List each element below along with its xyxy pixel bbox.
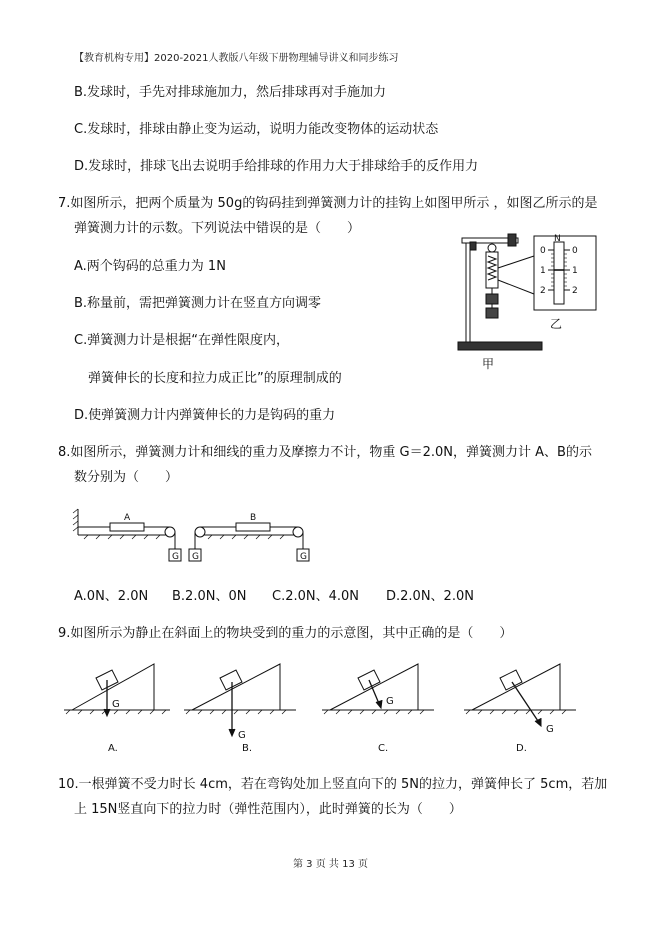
scale-a-label: A: [124, 513, 131, 523]
q9-figures: [60, 660, 640, 756]
q9-figure-d: [464, 664, 576, 726]
q10-stem-line1: 10.一根弹簧不受力时长 4cm，若在弯钩处加上竖直向下的 5N的拉力，弹簧伸长了 5cm，若加: [58, 777, 608, 792]
q8-option-b: B.2.0N、0N: [172, 589, 247, 604]
q7-stem-line1: 7.如图所示，把两个质量为 50g的钩码挂到弹簧测力计的挂钩上如图甲所示 ，如图乙所示的是: [58, 196, 598, 211]
q8-options: [0, 588, 661, 606]
q9-force-label-b: G: [238, 730, 246, 741]
q10-stem-line2: 上 15N竖直向下的拉力时（弹性范围内），此时弹簧的长为（ ）: [74, 802, 462, 817]
figure-label-yi: 乙: [550, 317, 563, 331]
q9-figure-label-a: A.: [108, 743, 118, 754]
q7-figure-spring-scale: [448, 228, 608, 374]
q8-figure-pulleys: [70, 503, 320, 567]
q9-force-label-d: G: [546, 724, 554, 735]
q7-stem-line2: 弹簧测力计的示数。下列说法中错误的是（ ）: [74, 221, 361, 236]
scale-b-label: B: [250, 513, 257, 523]
scale-left-0: 0: [540, 246, 546, 256]
q7-option-a: A.两个钩码的总重力为 1N: [74, 259, 226, 274]
q7-option-c-line1: C.弹簧测力计是根据“在弹性限度内，: [74, 333, 289, 348]
weight-g-label-2: G: [192, 552, 199, 562]
q9-force-label-a: G: [112, 699, 120, 710]
page-header: 【教育机构专用】2020-2021人教版八年级下册物理辅导讲义和同步练习: [74, 53, 399, 64]
scale-left-2: 2: [540, 286, 546, 296]
page-footer: 第 3 页 共 13 页: [293, 859, 368, 870]
q8-option-a: A.0N、2.0N: [74, 589, 149, 604]
q7-option-b: B.称量前，需把弹簧测力计在竖直方向调零: [74, 296, 322, 311]
q9-figure-label-c: C.: [378, 743, 389, 754]
q9-figure-label-d: D.: [516, 743, 527, 754]
q9-figure-label-b: B.: [242, 743, 253, 754]
scale-left-1: 1: [540, 266, 546, 276]
q7-option-d: D.使弹簧测力计内弹簧伸长的力是钩码的重力: [74, 408, 336, 423]
q8-option-d: D.2.0N、2.0N: [386, 589, 474, 604]
q6-option-b: B.发球时，手先对排球施加力，然后排球再对手施加力: [74, 85, 387, 100]
q6-option-d: D.发球时，排球飞出去说明手给排球的作用力大于排球给手的反作用力: [74, 159, 479, 174]
q8-stem-line1: 8.如图所示，弹簧测力计和细线的重力及摩擦力不计，物重 G＝2.0N，弹簧测力计 A、B的示: [58, 445, 592, 460]
q8-stem-line2: 数分别为（ ）: [74, 470, 179, 485]
q9-force-label-c: G: [386, 696, 394, 707]
scale-right-1: 1: [572, 266, 578, 276]
scale-right-2: 2: [572, 286, 578, 296]
q8-option-c: C.2.0N、4.0N: [272, 589, 360, 604]
weight-g-label-3: G: [300, 552, 307, 562]
q6-option-c: C.发球时，排球由静止变为运动，说明力能改变物体的运动状态: [74, 122, 439, 137]
weight-g-label-1: G: [172, 552, 179, 562]
figure-label-jia: 甲: [482, 357, 495, 371]
scale-unit-label: N: [554, 234, 561, 244]
q9-figure-c: [322, 664, 434, 714]
q9-figure-b: [184, 664, 296, 736]
scale-right-0: 0: [572, 246, 578, 256]
q9-stem: 9.如图所示为静止在斜面上的物块受到的重力的示意图，其中正确的是（ ）: [58, 626, 513, 641]
q7-option-c-line2: 弹簧伸长的长度和拉力成正比”的原理制成的: [88, 371, 342, 386]
